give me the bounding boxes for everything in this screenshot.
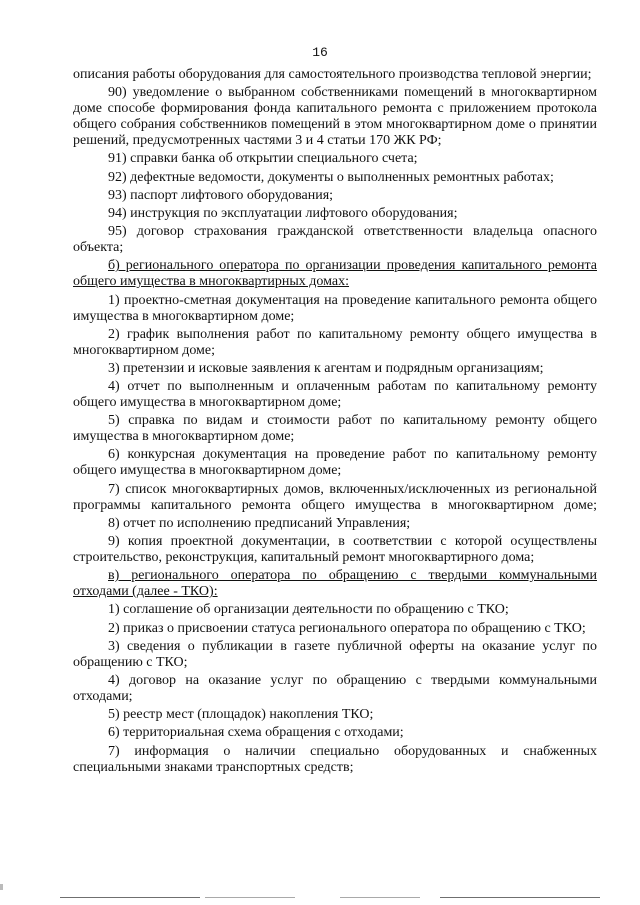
paragraph-v-item-7: 7) информация о наличии специально оборудованных и снабженных специальными знаками транспортных средств; bbox=[73, 743, 597, 775]
document-body bbox=[73, 67, 597, 778]
paragraph-v-item-6: 6) территориальная схема обращения с отходами; bbox=[108, 725, 404, 741]
page-number: 16 bbox=[312, 45, 328, 60]
section-heading-b: б) регионального оператора по организации проведения капитального ремонта общего имущества в многоквартирных домах: bbox=[73, 258, 597, 290]
paragraph-b-item-1: 1) проектно-сметная документация на проведение капитального ремонта общего имущества в многоквартирном доме; bbox=[73, 292, 597, 324]
paragraph-item-90: 90) уведомление о выбранном собственниками помещений в многоквартирном доме способе формирования фонда капитального ремонта с приложением протокола общего собрания собственников помещений в этом многоквартирном доме о принятии решений, предусмотренных частями 3 и 4 статьи 170 ЖК РФ; bbox=[73, 85, 597, 149]
scan-footer-line bbox=[205, 897, 295, 898]
paragraph-b-item-2: 2) график выполнения работ по капитальному ремонту общего имущества в многоквартирном доме; bbox=[73, 326, 597, 358]
paragraph-item-91: 91) справки банка об открытии специального счета; bbox=[108, 151, 418, 167]
paragraph-b-item-7: 7) список многоквартирных домов, включенных/исключенных из региональной программы капитального ремонта общего имущества в многоквартирном доме; bbox=[73, 481, 597, 513]
paragraph-v-item-4: 4) договор на оказание услуг по обращению с твердыми коммунальными отходами; bbox=[73, 672, 597, 704]
scan-footer-line bbox=[440, 897, 600, 898]
paragraph-item-94: 94) инструкция по эксплуатации лифтового оборудования; bbox=[108, 205, 458, 221]
paragraph-b-item-6: 6) конкурсная документация на проведение работ по капитальному ремонту общего имущества в многоквартирном доме; bbox=[73, 447, 597, 479]
scan-footer-line bbox=[340, 897, 420, 898]
scan-footer-line bbox=[60, 897, 200, 898]
paragraph-item-93: 93) паспорт лифтового оборудования; bbox=[108, 187, 334, 203]
paragraph-b-item-5: 5) справка по видам и стоимости работ по капитальному ремонту общего имущества в многоквартирном доме; bbox=[73, 413, 597, 445]
paragraph-item-92: 92) дефектные ведомости, документы о выполненных ремонтных работах; bbox=[108, 169, 554, 185]
scan-edge-mark bbox=[0, 884, 3, 890]
paragraph-b-item-3: 3) претензии и исковые заявления к агентам и подрядным организациям; bbox=[108, 360, 544, 376]
paragraph-v-item-2: 2) приказ о присвоении статуса регионального оператора по обращению с ТКО; bbox=[108, 620, 586, 636]
paragraph-b-item-8: 8) отчет по исполнению предписаний Управления; bbox=[108, 515, 411, 531]
paragraph-b-item-4: 4) отчет по выполненным и оплаченным работам по капитальному ремонту общего имущества в многоквартирном доме; bbox=[73, 379, 597, 411]
paragraph-v-item-5: 5) реестр мест (площадок) накопления ТКО; bbox=[108, 707, 374, 723]
paragraph-b-item-9: 9) копия проектной документации, в соответствии с которой осуществлены строительство, реконструкция, капитальный ремонт многоквартирного дома; bbox=[73, 534, 597, 565]
paragraph-item-95: 95) договор страхования гражданской ответственности владельца опасного объекта; bbox=[73, 224, 597, 256]
paragraph-v-item-3: 3) сведения о публикации в газете публичной оферты на оказание услуг по обращению с ТКО; bbox=[73, 638, 597, 670]
paragraph-v-item-1: 1) соглашение об организации деятельности по обращению с ТКО; bbox=[108, 602, 509, 618]
section-heading-v: в) регионального оператора по обращению с твердыми коммунальными отходами (далее - ТКО): bbox=[73, 568, 597, 600]
paragraph-continuation: описания работы оборудования для самостоятельного производства тепловой энергии; bbox=[73, 67, 592, 82]
